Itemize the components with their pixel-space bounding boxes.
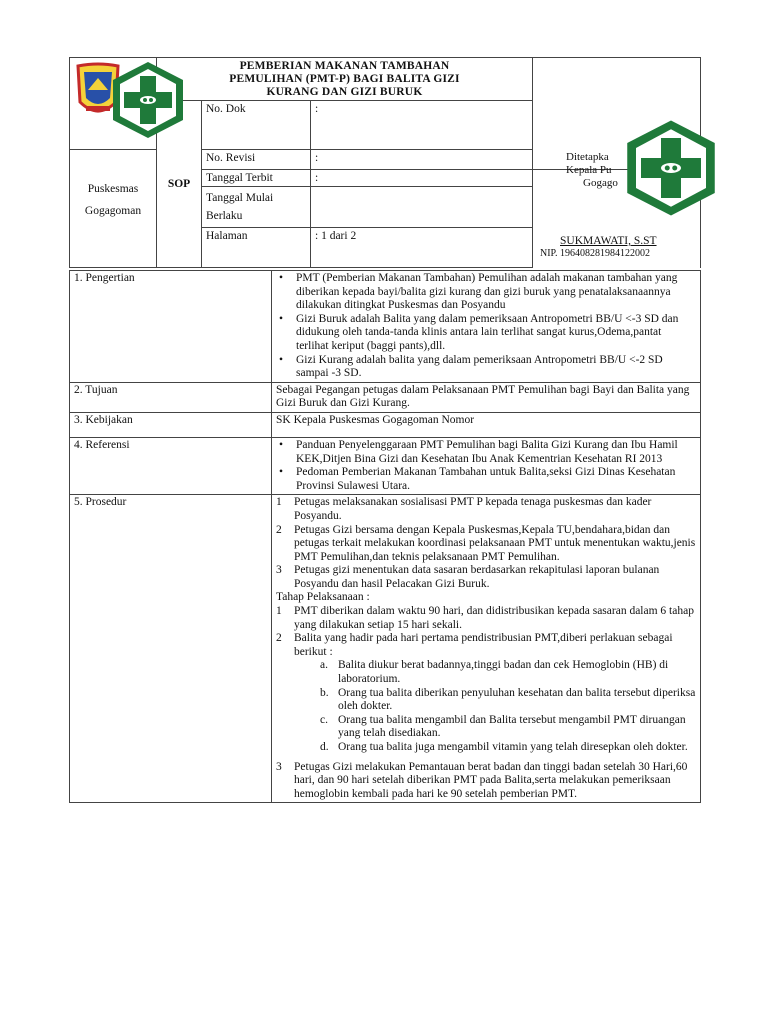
puskesmas-cell (70, 150, 157, 268)
sub-text: Orang tua balita diberikan penyuluhan kesehatan dan balita tersebut diperiksa oleh dokter. (338, 686, 696, 713)
sub-letter: d. (320, 741, 329, 753)
field-label-norevisi: No. Revisi (202, 150, 311, 170)
row-referensi (70, 437, 701, 494)
list-item: • Pedoman Pemberian Makanan Tambahan untuk Balita,seksi Gizi Dinas Kesehatan Provinsi Sulawesi Utara. (276, 466, 696, 493)
row-tujuan (70, 382, 701, 412)
row-prosedur (70, 495, 701, 803)
step-text: Balita yang hadir pada hari pertama pendistribusian PMT,diberi perlakuan sebagai berikut : (294, 632, 673, 658)
sub-letter: c. (320, 713, 328, 726)
step-item (276, 564, 696, 591)
step-number: 2 (276, 523, 282, 536)
step-item (276, 524, 696, 565)
section-label: 1. Pengertian (70, 271, 272, 383)
step-number: 3 (276, 760, 282, 773)
sub-item (320, 659, 696, 686)
sub-item (320, 714, 696, 741)
sop-body (69, 270, 701, 803)
sub-text: Orang tua balita juga mengambil vitamin yang telah diresepkan oleh dokter. (338, 741, 688, 753)
puskesmas-name: Gogagoman (84, 205, 142, 217)
step-number: 2 (276, 632, 282, 645)
list-item: • Gizi Kurang adalah balita yang dalam pemeriksaan Antropometri BB/U <-2 SD sampai -3 SD. (276, 354, 696, 381)
section-content (272, 437, 701, 494)
sub-text: Balita diukur berat badannya,tinggi badan dan cek Hemoglobin (HB) di laboratorium. (338, 659, 669, 686)
puskesmas-logo-icon (110, 60, 186, 140)
row-kebijakan (70, 412, 701, 437)
puskesmas-name: Puskesmas (87, 183, 139, 195)
list-item: • PMT (Pemberian Makanan Tambahan) Pemulihan adalah makanan tambahan yang diberikan kepada bayi/balita gizi kurang dan gizi buruk yang penatalaksanaannya dilakukan ditingkat Puskesmas dan Posyandu (276, 272, 696, 313)
field-value-norevisi: : (311, 150, 533, 170)
field-value-tanggal-terbit: : (311, 170, 533, 187)
sop-label: SOP (157, 101, 202, 268)
step-number: 1 (276, 605, 282, 618)
step-number: 1 (276, 496, 282, 509)
section-content (272, 271, 701, 383)
title-line: PEMBERIAN MAKANAN TAMBAHAN (239, 60, 450, 72)
label-line: Berlaku (206, 210, 243, 222)
approval-line: Kepala Pu (566, 164, 612, 176)
section-label: 4. Referensi (70, 437, 272, 494)
title-line: KURANG DAN GIZI BURUK (266, 86, 423, 98)
approval-line: Gogago (583, 177, 618, 189)
list-item: • Gizi Buruk adalah Balita yang dalam pemeriksaan Antropometri BB/U <-3 SD dan didukung oleh tanda-tanda klinis antara lain terlihat sangat kurus,Odema,pantat terlihat keriput (baggi pants),dll. (276, 313, 696, 354)
label-line: Tanggal Mulai (206, 192, 274, 204)
sub-letter: a. (320, 659, 328, 672)
field-value-nodok: : (311, 101, 533, 150)
field-label-tanggal-mulai (202, 187, 311, 228)
tahap-label: Tahap Pelaksanaan : (276, 591, 370, 604)
sub-text: Orang tua balita mengambil dan Balita tersebut mengambil PMT diruangan yang telah disediakan. (338, 713, 686, 740)
section-content: SK Kepala Puskesmas Gogagoman Nomor (272, 412, 701, 437)
step-item (276, 605, 696, 632)
step-text: Petugas gizi menentukan data sasaran berdasarkan rekapitulasi laporan bulanan Posyandu dan hasil Pelacakan Gizi Buruk. (294, 564, 660, 590)
approval-line: Ditetapka (566, 151, 609, 163)
step-item (276, 761, 696, 802)
list-item: • Panduan Penyelenggaraan PMT Pemulihan bagi Balita Gizi Kurang dan Ibu Hamil KEK,Ditjen Bina Gizi dan Kesehatan Ibu Anak Kementrian Kesehatan RI 2013 (276, 439, 696, 466)
title-line: PEMULIHAN (PMT-P) BAGI BALITA GIZI (229, 73, 460, 85)
step-text: Petugas Gizi melakukan Pemantauan berat badan dan tinggi badan setelah 30 Hari,60 hari, dan 90 hari setelah diberikan PMT pada Balita,serta melakukan pemeriksaan hemoglobin kembali pada hari ke 90 setelah pemberian PMT. (294, 760, 688, 800)
step-text: Petugas Gizi bersama dengan Kepala Puskesmas,Kepala TU,bendahara,bidan dan petugas terkait melakukan koordinasi pelaksanaan PMT untuk menentukan waktu,jenis PMT Pemulihan,dan teknis pelaksanaan PMT Pemulihan. (294, 523, 696, 563)
step-item (276, 496, 696, 523)
field-value-halaman: : 1 dari 2 (311, 228, 533, 268)
sop-title (157, 58, 533, 101)
field-label-nodok: No. Dok (202, 101, 311, 150)
step-number: 3 (276, 564, 282, 577)
section-content: Sebagai Pegangan petugas dalam Pelaksanaan PMT Pemulihan bagi Bayi dan Balita yang Gizi Buruk dan Gizi Kurang. (272, 382, 701, 412)
field-label-halaman: Halaman (202, 228, 311, 268)
signer-nip: NIP. 196408281984122002 (540, 248, 651, 259)
sub-letter: b. (320, 686, 329, 699)
field-value-tanggal-mulai (311, 187, 533, 228)
section-label: 2. Tujuan (70, 382, 272, 412)
row-pengertian (70, 271, 701, 383)
field-label-tanggal-terbit: Tanggal Terbit (202, 170, 311, 187)
section-label: 5. Prosedur (70, 495, 272, 803)
sub-item (320, 741, 696, 755)
step-text: Petugas melaksanakan sosialisasi PMT P kepada tenaga puskesmas dan kader Posyandu. (294, 496, 652, 522)
puskesmas-logo-icon (623, 118, 719, 218)
sub-item (320, 687, 696, 714)
signer-name: SUKMAWATI, S.ST (560, 235, 657, 247)
section-content (272, 495, 701, 803)
step-item (276, 632, 696, 754)
section-label: 3. Kebijakan (70, 412, 272, 437)
step-text: PMT diberikan dalam waktu 90 hari, dan didistribusikan kepada sasaran dalam 6 tahap yang dilakukan setiap 15 hari sekali. (294, 605, 694, 631)
